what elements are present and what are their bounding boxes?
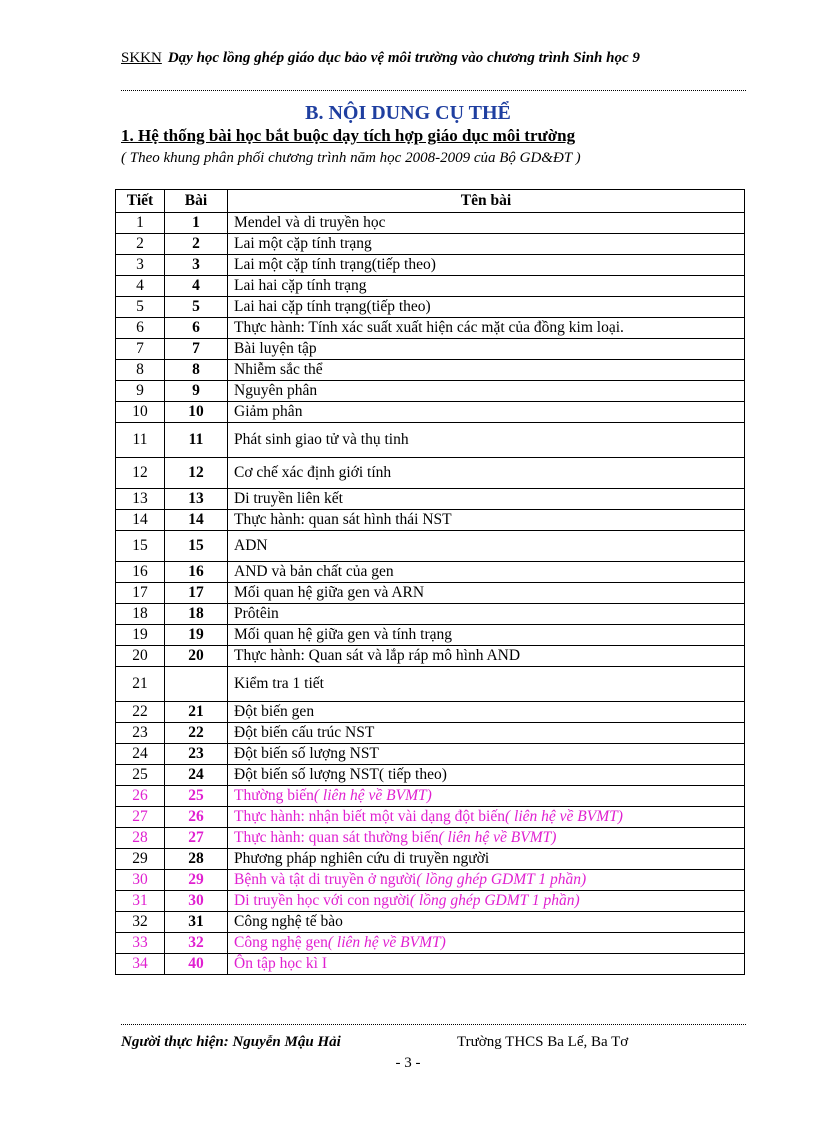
cell-ten-bai [228,276,745,297]
lesson-name: Prôtêin [234,605,279,622]
cell-bai: 23 [165,744,228,765]
cell-ten-bai [228,786,745,807]
cell-tiet: 22 [116,702,165,723]
lesson-name: Lai hai cặp tính trạng(tiếp theo) [234,298,431,315]
cell-tiet: 13 [116,489,165,510]
lesson-name: Thực hành: quan sát hình thái NST [234,511,452,528]
lesson-name: Bài luyện tập [234,340,317,357]
lesson-name: Mối quan hệ giữa gen và tính trạng [234,626,453,643]
cell-tiet: 21 [116,667,165,702]
cell-ten-bai [228,297,745,318]
cell-bai: 16 [165,562,228,583]
footer-divider [121,1024,746,1025]
table-row [116,891,745,912]
cell-ten-bai [228,891,745,912]
table-row [116,870,745,891]
table-row [116,297,745,318]
cell-ten-bai [228,318,745,339]
table-row [116,954,745,975]
cell-ten-bai [228,255,745,276]
table-row [116,786,745,807]
cell-tiet: 20 [116,646,165,667]
cell-ten-bai [228,849,745,870]
lesson-name: Thực hành: Tính xác suất xuất hiện các mặt của đồng kim loại. [234,319,624,336]
header-tiet: Tiết [116,190,165,213]
cell-tiet: 25 [116,765,165,786]
cell-tiet: 11 [116,423,165,458]
lesson-name: Giảm phân [234,403,303,420]
table-row [116,339,745,360]
table-row [116,604,745,625]
cell-ten-bai [228,828,745,849]
lesson-name: Phương pháp nghiên cứu di truyền người [234,850,490,867]
table-row [116,213,745,234]
footer-school: Trường THCS Ba Lế, Ba Tơ [457,1034,629,1050]
cell-bai: 27 [165,828,228,849]
cell-bai: 21 [165,702,228,723]
table-row [116,744,745,765]
cell-ten-bai [228,723,745,744]
lesson-name: Nguyên phân [234,382,318,399]
lesson-name: ADN [234,537,268,554]
cell-ten-bai [228,531,745,562]
cell-bai: 8 [165,360,228,381]
cell-ten-bai [228,646,745,667]
cell-tiet: 24 [116,744,165,765]
cell-ten-bai [228,423,745,458]
lesson-name: Công nghệ tế bào [234,913,343,930]
cell-tiet: 33 [116,933,165,954]
cell-ten-bai [228,625,745,646]
lesson-name: Bệnh và tật di truyền ở người [234,871,417,888]
cell-bai: 30 [165,891,228,912]
lesson-name: Lai một cặp tính trạng [234,235,372,252]
lesson-note: ( liên hệ về BVMT) [504,808,623,825]
cell-ten-bai [228,213,745,234]
header-divider [121,90,746,91]
cell-ten-bai [228,489,745,510]
lesson-name: Cơ chế xác định giới tính [234,464,392,481]
cell-bai: 18 [165,604,228,625]
cell-ten-bai [228,954,745,975]
table-row [116,255,745,276]
lesson-name: Đột biến số lượng NST( tiếp theo) [234,766,447,783]
cell-ten-bai [228,381,745,402]
lesson-name: Di truyền học với con người [234,892,410,909]
lesson-name: AND và bản chất của gen [234,563,394,580]
cell-ten-bai [228,702,745,723]
table-row [116,381,745,402]
table-row [116,912,745,933]
table-row [116,531,745,562]
lesson-name: Thực hành: quan sát thường biến [234,829,439,846]
section-title: B. NỘI DUNG CỤ THỂ [305,102,511,124]
cell-ten-bai [228,807,745,828]
page-number: - 3 - [395,1055,421,1071]
table-row [116,702,745,723]
cell-bai: 29 [165,870,228,891]
header-title: Dạy học lồng ghép giáo dục bảo vệ môi trường vào chương trình Sinh học 9 [167,50,640,66]
table-row [116,423,745,458]
lesson-name: Lai một cặp tính trạng(tiếp theo) [234,256,436,273]
cell-tiet: 17 [116,583,165,604]
cell-tiet: 8 [116,360,165,381]
lesson-name: Mendel và di truyền học [234,214,386,231]
cell-tiet: 9 [116,381,165,402]
cell-tiet: 14 [116,510,165,531]
lesson-name: Thường biến [234,787,314,804]
table-row [116,723,745,744]
cell-bai: 7 [165,339,228,360]
cell-bai [165,667,228,702]
cell-ten-bai [228,234,745,255]
header-bai: Bài [165,190,228,213]
cell-bai: 31 [165,912,228,933]
cell-tiet: 3 [116,255,165,276]
table-row [116,402,745,423]
page-header [121,50,746,67]
cell-tiet: 23 [116,723,165,744]
cell-bai: 6 [165,318,228,339]
cell-tiet: 2 [116,234,165,255]
lesson-name: Thực hành: nhận biết một vài dạng đột biến [234,808,505,825]
table-row [116,667,745,702]
cell-tiet: 10 [116,402,165,423]
table-row [116,933,745,954]
cell-bai: 5 [165,297,228,318]
header-ten-bai: Tên bài [228,190,745,213]
lesson-name: Nhiễm sắc thể [234,361,323,378]
table-header-row [116,190,745,213]
lesson-name: Kiểm tra 1 tiết [234,675,324,692]
cell-tiet: 26 [116,786,165,807]
cell-bai: 20 [165,646,228,667]
lesson-name: Thực hành: Quan sát và lắp ráp mô hình AND [234,647,521,664]
table-row [116,276,745,297]
cell-tiet: 1 [116,213,165,234]
cell-tiet: 34 [116,954,165,975]
cell-bai: 11 [165,423,228,458]
lesson-name: Công nghệ gen [234,934,328,951]
table-row [116,510,745,531]
lesson-table [115,189,745,975]
cell-bai: 28 [165,849,228,870]
cell-ten-bai [228,744,745,765]
table-row [116,625,745,646]
cell-bai: 32 [165,933,228,954]
table-row [116,583,745,604]
table-row [116,765,745,786]
header-code: SKKN [121,50,162,66]
lesson-name: Đột biến gen [234,703,315,720]
cell-tiet: 16 [116,562,165,583]
table-row [116,458,745,489]
lesson-note: ( lồng ghép GDMT 1 phần) [416,871,587,888]
table-row [116,807,745,828]
lesson-name: Đột biến cấu trúc NST [234,724,375,741]
cell-ten-bai [228,667,745,702]
cell-ten-bai [228,583,745,604]
cell-tiet: 5 [116,297,165,318]
lesson-name: Đột biến số lượng NST [234,745,379,762]
cell-ten-bai [228,510,745,531]
cell-bai: 14 [165,510,228,531]
cell-bai: 40 [165,954,228,975]
cell-ten-bai [228,933,745,954]
table-row [116,318,745,339]
cell-bai: 4 [165,276,228,297]
cell-bai: 12 [165,458,228,489]
cell-bai: 9 [165,381,228,402]
table-row [116,849,745,870]
cell-tiet: 27 [116,807,165,828]
cell-ten-bai [228,458,745,489]
lesson-note: ( liên hệ về BVMT) [327,934,446,951]
cell-bai: 24 [165,765,228,786]
lesson-note: ( lồng ghép GDMT 1 phần) [409,892,580,909]
footer-author: Người thực hiện: Nguyễn Mậu Hải [121,1034,341,1050]
table-row [116,562,745,583]
cell-tiet: 28 [116,828,165,849]
lesson-name: Di truyền liên kết [234,490,343,507]
lesson-name: Phát sinh giao tử và thụ tinh [234,431,409,448]
cell-ten-bai [228,562,745,583]
lesson-note: ( liên hệ về BVMT) [438,829,557,846]
subsection-title: 1. Hệ thống bài học bắt buộc dạy tích hợp giáo dục môi trường [121,126,576,145]
cell-tiet: 19 [116,625,165,646]
lesson-name: Lai hai cặp tính trạng [234,277,367,294]
cell-bai: 26 [165,807,228,828]
cell-tiet: 30 [116,870,165,891]
table-row [116,646,745,667]
lesson-name: Ôn tập học kì I [234,955,327,972]
table-row [116,489,745,510]
cell-tiet: 15 [116,531,165,562]
table-row [116,234,745,255]
cell-ten-bai [228,604,745,625]
cell-bai: 25 [165,786,228,807]
cell-bai: 2 [165,234,228,255]
cell-bai: 1 [165,213,228,234]
cell-tiet: 12 [116,458,165,489]
cell-ten-bai [228,912,745,933]
cell-tiet: 7 [116,339,165,360]
cell-bai: 19 [165,625,228,646]
table-row [116,360,745,381]
cell-bai: 17 [165,583,228,604]
cell-ten-bai [228,870,745,891]
lesson-name: Mối quan hệ giữa gen và ARN [234,584,425,601]
cell-bai: 13 [165,489,228,510]
cell-ten-bai [228,402,745,423]
cell-tiet: 18 [116,604,165,625]
cell-tiet: 4 [116,276,165,297]
table-row [116,828,745,849]
cell-tiet: 29 [116,849,165,870]
cell-bai: 10 [165,402,228,423]
cell-tiet: 6 [116,318,165,339]
cell-bai: 3 [165,255,228,276]
cell-ten-bai [228,765,745,786]
cell-tiet: 32 [116,912,165,933]
cell-bai: 15 [165,531,228,562]
cell-tiet: 31 [116,891,165,912]
cell-ten-bai [228,339,745,360]
curriculum-note: ( Theo khung phân phối chương trình năm học 2008-2009 của Bộ GD&ĐT ) [121,150,581,166]
lesson-note: ( liên hệ về BVMT) [313,787,432,804]
cell-ten-bai [228,360,745,381]
cell-bai: 22 [165,723,228,744]
